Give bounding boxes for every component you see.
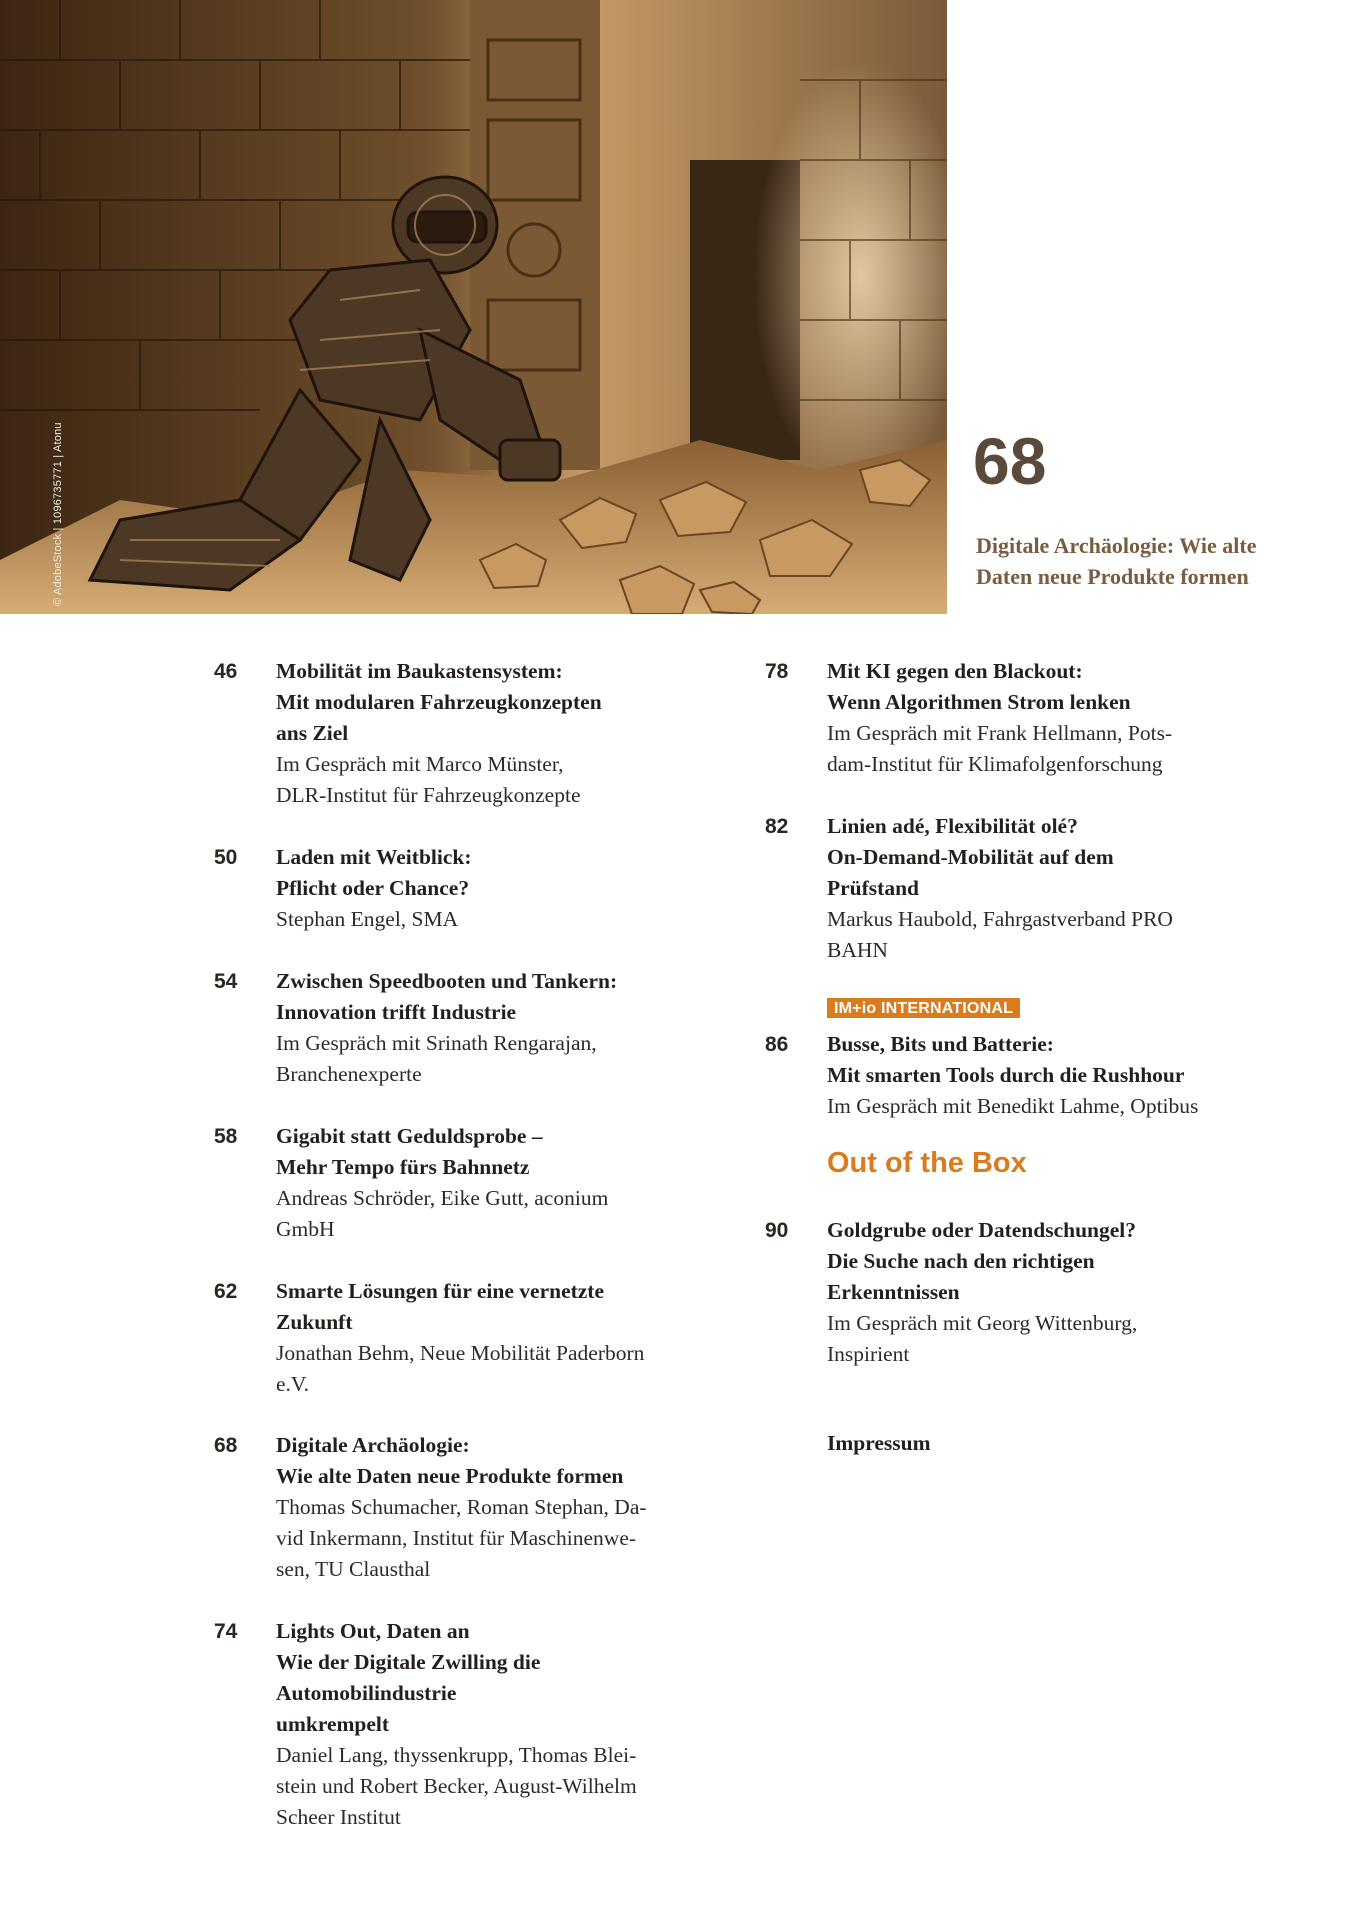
- toc-entry-title-line: Innovation trifft Industrie: [276, 1000, 517, 1024]
- toc-entry-title-line: Zukunft: [276, 1310, 353, 1334]
- toc-entry-author-line: GmbH: [276, 1217, 335, 1241]
- toc-entry-author-line: Markus Haubold, Fahrgastverband PRO: [827, 907, 1173, 931]
- toc-entry-title-line: Laden mit Weitblick:: [276, 845, 472, 869]
- section-heading-out-of-the-box: Out of the Box: [827, 1147, 1027, 1179]
- toc-entry-author-line: DLR-Institut für Fahrzeugkonzepte: [276, 783, 581, 807]
- toc-entry-author-line: BAHN: [827, 938, 888, 962]
- toc-entry-author-line: Stephan Engel, SMA: [276, 907, 459, 931]
- toc-entry-body: [276, 966, 696, 1090]
- toc-entry-title-line: Mit KI gegen den Blackout:: [827, 659, 1083, 683]
- toc-page-number: 86: [765, 1033, 789, 1056]
- feature-title[interactable]: Digitale Archäologie: Wie alte Daten neue Produkte formen: [976, 533, 1257, 589]
- toc-entry-body: [276, 1616, 696, 1833]
- toc-entry-author-line: Thomas Schumacher, Roman Stephan, Da-: [276, 1495, 647, 1519]
- toc-entry-title-line: Prüfstand: [827, 876, 919, 900]
- toc-entry-title-line: Mit modularen Fahrzeugkonzepten: [276, 690, 602, 714]
- toc-entry-title-line: Zwischen Speedbooten und Tankern:: [276, 969, 618, 993]
- toc-page-number: 50: [214, 846, 238, 869]
- toc-page-number: 46: [214, 660, 238, 683]
- toc-page-number: 82: [765, 815, 789, 838]
- toc-entry-author-line: Andreas Schröder, Eike Gutt, aconium: [276, 1186, 609, 1210]
- toc-entry-title-line: Gigabit statt Geduldsprobe –: [276, 1124, 543, 1148]
- toc-page-number: 78: [765, 660, 789, 683]
- toc-entry-author-line: Im Gespräch mit Frank Hellmann, Pots-: [827, 721, 1173, 745]
- toc-entry-author-line: Scheer Institut: [276, 1805, 401, 1829]
- toc-entry-title-line: Digitale Archäologie:: [276, 1433, 470, 1457]
- toc-entry-author-line: Branchenexperte: [276, 1062, 422, 1086]
- toc-page-number: 68: [214, 1434, 238, 1457]
- toc-page-number: 90: [765, 1219, 789, 1242]
- toc-entry-author-line: stein und Robert Becker, August-Wilhelm: [276, 1774, 637, 1798]
- toc-entry-title-line: Mit smarten Tools durch die Rushhour: [827, 1063, 1185, 1087]
- impressum-link[interactable]: Impressum: [827, 1431, 931, 1455]
- toc-entry-title-line: Smarte Lösungen für eine vernetzte: [276, 1279, 605, 1303]
- toc-entry-body: [827, 656, 1247, 780]
- toc-entry-title-line: Die Suche nach den richtigen: [827, 1249, 1095, 1273]
- toc-entry-title-line: ans Ziel: [276, 721, 349, 745]
- toc-entry-title-line: Pflicht oder Chance?: [276, 876, 470, 900]
- toc-entry-author-line: Im Gespräch mit Marco Münster,: [276, 752, 564, 776]
- toc-entry-author-line: Im Gespräch mit Georg Wittenburg,: [827, 1311, 1138, 1335]
- toc-entry-author-line: Im Gespräch mit Srinath Rengarajan,: [276, 1031, 597, 1055]
- hero-image: [0, 0, 947, 614]
- toc-entry-body: [276, 842, 696, 935]
- toc-entry-body: [276, 1276, 696, 1400]
- toc-entry-title-line: Wie alte Daten neue Produkte formen: [276, 1464, 624, 1488]
- image-credit: © AdobeStock | 1096735771 | Atonu: [52, 422, 64, 606]
- toc-entry-author-line: Jonathan Behm, Neue Mobilität Paderborn: [276, 1341, 645, 1365]
- toc-entry-title-line: Linien adé, Flexibilität olé?: [827, 814, 1078, 838]
- toc-entry-title-line: umkrempelt: [276, 1712, 390, 1736]
- toc-entry-author-line: e.V.: [276, 1372, 310, 1396]
- toc-entry-author-line: Daniel Lang, thyssenkrupp, Thomas Blei-: [276, 1743, 637, 1767]
- toc-entry-author-line: sen, TU Clausthal: [276, 1557, 431, 1581]
- toc-page-number: 54: [214, 970, 238, 993]
- toc-entry-title-line: Mobilität im Baukastensystem:: [276, 659, 563, 683]
- feature-page-number: 68: [973, 424, 1047, 498]
- toc-page-number: 74: [214, 1620, 238, 1643]
- toc-entry-title-line: Lights Out, Daten an: [276, 1619, 470, 1643]
- toc-entry-title-line: Wie der Digitale Zwilling die: [276, 1650, 541, 1674]
- toc-entry-author-line: dam-Institut für Klimafolgenforschung: [827, 752, 1163, 776]
- toc-entry-author-line: vid Inkermann, Institut für Maschinenwe-: [276, 1526, 637, 1550]
- toc-entry-body: [276, 656, 696, 811]
- im-io-international-tag: IM+io INTERNATIONAL: [827, 998, 1020, 1018]
- toc-entry-title-line: Erkenntnissen: [827, 1280, 960, 1304]
- toc-entry-author-line: Inspirient: [827, 1342, 910, 1366]
- toc-entry-body: [276, 1121, 696, 1245]
- toc-entry-title-line: Wenn Algorithmen Strom lenken: [827, 690, 1131, 714]
- toc-entry-title-line: Goldgrube oder Datendschungel?: [827, 1218, 1136, 1242]
- toc-entry-title-line: Busse, Bits und Batterie:: [827, 1032, 1054, 1056]
- toc-entry-title-line: On-Demand-Mobilität auf dem: [827, 845, 1114, 869]
- toc-page-number: 62: [214, 1280, 238, 1303]
- toc-entry-body: [827, 1215, 1247, 1370]
- toc-entry-title-line: Automobilindustrie: [276, 1681, 457, 1705]
- toc-page-number: 58: [214, 1125, 238, 1148]
- toc-entry-body: [276, 1430, 696, 1585]
- toc-entry-body: [827, 811, 1247, 966]
- toc-entry-body: [827, 1029, 1247, 1122]
- toc-entry-author-line: Im Gespräch mit Benedikt Lahme, Optibus: [827, 1094, 1199, 1118]
- toc-entry-title-line: Mehr Tempo fürs Bahnnetz: [276, 1155, 530, 1179]
